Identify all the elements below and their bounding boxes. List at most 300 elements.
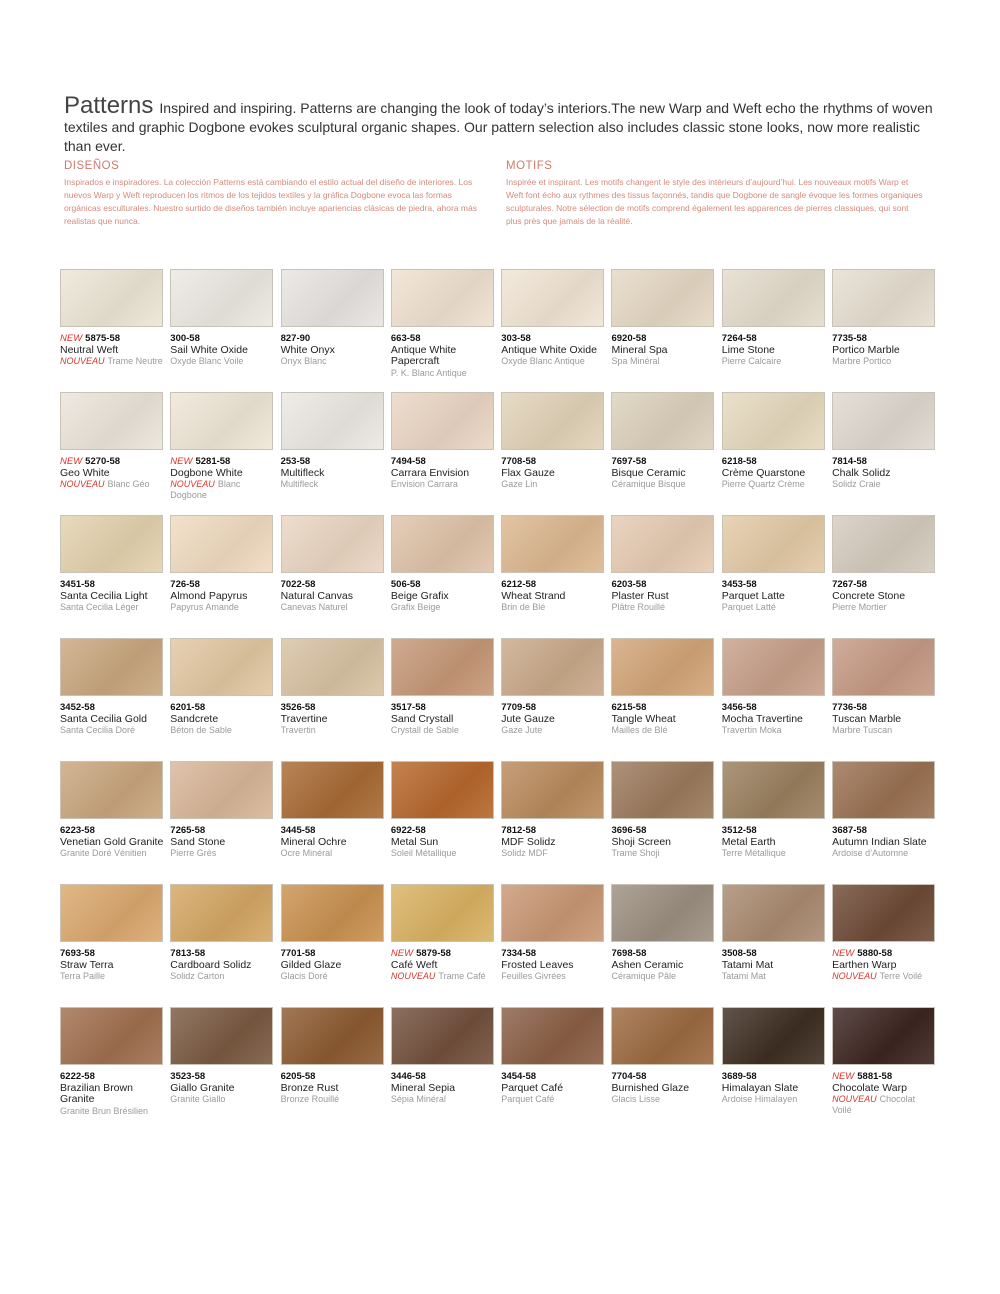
swatch-code-line: [170, 948, 274, 960]
swatch-french-name: [60, 356, 164, 367]
spanish-section: [64, 160, 484, 228]
swatch-code: 6223-58: [60, 825, 95, 836]
swatch-sample: [501, 884, 604, 942]
swatch-french-text: Santa Cecilia Doré: [60, 725, 136, 735]
swatch-french-name: [60, 1106, 164, 1117]
swatch-code-line: [832, 702, 936, 714]
swatch-code: 7735-58: [832, 333, 867, 344]
swatch-card[interactable]: [611, 884, 715, 1007]
swatch-row: [60, 515, 940, 638]
swatch-french-text: Multifleck: [280, 479, 319, 489]
swatch-code: 3696-58: [611, 825, 647, 836]
swatch-sample: [391, 638, 494, 696]
swatch-label: [391, 456, 495, 490]
swatch-sample: [501, 638, 604, 696]
swatch-name: Concrete Stone: [832, 589, 906, 602]
swatch-code: 303-58: [501, 333, 531, 344]
swatch-name: Sand Stone: [170, 835, 226, 848]
swatch-french-name: [611, 848, 715, 859]
swatch-row: [60, 392, 940, 515]
swatch-french-text: Tatami Mat: [721, 971, 766, 981]
swatch-sample: [391, 269, 494, 327]
swatch-name: Café Weft: [390, 958, 438, 971]
swatch-label: [281, 456, 385, 490]
swatch-name: Chocolate Warp: [832, 1081, 907, 1094]
swatch-sample: [722, 515, 825, 573]
swatch-card[interactable]: [722, 761, 826, 884]
swatch-french-text: Travertin: [280, 725, 316, 735]
swatch-french-text: Céramique Pâle: [611, 971, 677, 981]
swatch-french-text: Ardoise d’Automne: [832, 848, 909, 858]
french-text: Inspirée et inspirant. Les motifs changent le style des intérieurs d’aujourd’hui. Les nouveaux motifs Warp et Weft font écho aux rythmes des tissus façonnés, tandis que Dogbone de sangle évoque les formes organiques sculpturales. Notre sélection de motifs comprend également les apparences de pierres classiques, qui sont plus près que jamais de la réalité.: [506, 177, 923, 226]
swatch-label: [501, 702, 605, 736]
swatch-name: Crème Quarstone: [721, 466, 806, 479]
swatch-name: Bisque Ceramic: [611, 466, 686, 479]
swatch-code-line: [170, 825, 274, 837]
swatch-code: 6222-58: [60, 1071, 95, 1082]
swatch-card[interactable]: [611, 638, 715, 761]
swatch-name: Bronze Rust: [280, 1081, 339, 1094]
swatch-code-line: [832, 1071, 936, 1083]
swatch-label: [170, 825, 274, 859]
swatch-card[interactable]: [60, 269, 164, 392]
swatch-name: Brazilian Brown Granite: [60, 1081, 133, 1105]
swatch-code-line: [60, 825, 164, 837]
swatch-code-line: [60, 1071, 164, 1083]
swatch-code: 3517-58: [390, 702, 426, 713]
swatch-french-text: Travertin Moka: [721, 725, 782, 735]
swatch-name: Neutral Weft: [60, 343, 119, 356]
intro-paragraph: [64, 92, 944, 156]
swatch-code: 5881-58: [857, 1071, 893, 1082]
swatch-french-text: Solidz Craie: [832, 479, 881, 489]
swatch-sample: [281, 884, 384, 942]
swatch-sample: [281, 761, 384, 819]
swatch-french-text: Granite Brun Brésilien: [60, 1105, 149, 1116]
swatch-french-name: [722, 725, 826, 736]
swatch-code: 7494-58: [390, 456, 426, 467]
swatch-label: [722, 579, 826, 613]
swatch-card[interactable]: [722, 392, 826, 515]
swatch-french-text: Glacis Lisse: [611, 1094, 660, 1104]
swatch-label: [170, 1071, 274, 1105]
swatch-name: Shoji Screen: [611, 835, 672, 848]
swatch-name: Mineral Sepia: [390, 1081, 456, 1094]
swatch-french-text: Soleil Métallique: [390, 848, 457, 858]
swatch-label: [391, 948, 495, 982]
swatch-sample: [722, 269, 825, 327]
swatch-french-name: [170, 1094, 274, 1105]
swatch-code: 3526-58: [280, 702, 316, 713]
nouveau-badge: NOUVEAU: [832, 1094, 877, 1104]
swatch-card[interactable]: [391, 269, 495, 392]
swatch-name: Giallo Granite: [170, 1081, 235, 1094]
swatch-french-text: Grafix Beige: [390, 602, 441, 612]
swatch-name: Himalayan Slate: [721, 1081, 799, 1094]
swatch-french-text: Terra Paille: [60, 971, 106, 981]
swatch-card[interactable]: [501, 884, 605, 1007]
swatch-name: Sail White Oxide: [170, 343, 248, 356]
swatch-french-name: [391, 725, 495, 736]
swatch-french-text: Ocre Minéral: [280, 848, 333, 858]
swatch-name: Metal Earth: [721, 835, 776, 848]
swatch-code: 3453-58: [721, 579, 757, 590]
swatch-label: [832, 579, 936, 613]
swatch-card[interactable]: [391, 515, 495, 638]
swatch-label: [722, 825, 826, 859]
swatch-code-line: [391, 333, 495, 345]
swatch-french-text: Oxyde Blanc Voile: [170, 356, 244, 366]
swatch-french-name: [60, 725, 164, 736]
swatch-row: [60, 1007, 940, 1130]
swatch-french-text: Parquet Latté: [721, 602, 776, 612]
swatch-code-line: [611, 333, 715, 345]
swatch-name: Flax Gauze: [501, 466, 555, 479]
swatch-name: Dogbone White: [170, 466, 243, 479]
swatch-sample: [391, 1007, 494, 1065]
swatch-sample: [170, 1007, 273, 1065]
swatch-card[interactable]: [832, 761, 936, 884]
swatch-french-name: [60, 971, 164, 982]
swatch-code: 5879-58: [416, 948, 451, 959]
swatch-name: Natural Canvas: [280, 589, 353, 602]
swatch-sample: [611, 515, 714, 573]
swatch-label: [501, 333, 605, 367]
swatch-card[interactable]: [832, 638, 936, 761]
swatch-code-line: [722, 825, 826, 837]
swatch-card[interactable]: [60, 1007, 164, 1130]
swatch-card[interactable]: [611, 761, 715, 884]
swatch-code-line: [60, 333, 164, 345]
new-badge: NEW: [170, 456, 193, 467]
swatch-card[interactable]: [501, 638, 605, 761]
swatch-code: 300-58: [170, 333, 200, 344]
swatch-code: 7022-58: [280, 579, 316, 590]
swatch-card[interactable]: [170, 269, 274, 392]
swatch-card[interactable]: [281, 269, 385, 392]
swatch-card[interactable]: [60, 761, 164, 884]
swatch-card[interactable]: [281, 392, 385, 515]
swatch-code: 3446-58: [390, 1071, 426, 1082]
swatch-french-name: [281, 725, 385, 736]
swatch-code: 3445-58: [280, 825, 316, 836]
swatch-code-line: [611, 948, 715, 960]
swatch-code: 6205-58: [280, 1071, 316, 1082]
swatch-french-name: [281, 971, 385, 982]
swatch-french-text: Pierre Grès: [170, 848, 217, 858]
swatch-card[interactable]: [60, 515, 164, 638]
swatch-card[interactable]: [281, 638, 385, 761]
swatch-code: 663-58: [390, 333, 421, 344]
swatch-label: [60, 948, 164, 982]
swatch-code: 7736-58: [832, 702, 867, 713]
swatch-label: [611, 825, 715, 859]
swatch-french-name: [391, 602, 495, 613]
swatch-french-name: [722, 971, 826, 982]
swatch-label: [611, 456, 715, 490]
swatch-french-text: Ardoise Himalayen: [721, 1094, 798, 1104]
swatch-sample: [281, 1007, 384, 1065]
swatch-label: [611, 333, 715, 367]
swatch-code: 6922-58: [390, 825, 426, 836]
swatch-card[interactable]: [281, 515, 385, 638]
swatch-code: 827-90: [280, 333, 311, 344]
swatch-french-name: [281, 848, 385, 859]
swatch-sample: [501, 761, 604, 819]
swatch-card[interactable]: [170, 884, 274, 1007]
swatch-card[interactable]: [722, 638, 826, 761]
swatch-card[interactable]: [832, 515, 936, 638]
swatch-code-line: [281, 456, 385, 468]
swatch-code: 7704-58: [611, 1071, 647, 1082]
swatch-label: [391, 702, 495, 736]
swatch-card[interactable]: [170, 638, 274, 761]
swatch-code-line: [832, 333, 936, 345]
swatch-sample: [501, 269, 604, 327]
swatch-card[interactable]: [170, 392, 274, 515]
swatch-french-name: [391, 479, 495, 490]
new-badge: NEW: [832, 1071, 855, 1082]
swatch-card[interactable]: [391, 1007, 495, 1130]
swatch-code-line: [281, 948, 385, 960]
swatch-french-name: [611, 479, 715, 490]
new-badge: NEW: [390, 948, 414, 959]
swatch-sample: [832, 761, 935, 819]
swatch-sample: [611, 761, 714, 819]
swatch-card[interactable]: [170, 515, 274, 638]
swatch-code-line: [391, 579, 495, 591]
swatch-code: 7264-58: [721, 333, 757, 344]
swatch-sample: [281, 638, 384, 696]
swatch-french-text: Granite Giallo: [170, 1094, 226, 1104]
swatch-sample: [281, 392, 384, 450]
new-badge: NEW: [60, 333, 83, 344]
swatch-french-text: Feuilles Givrées: [501, 971, 566, 981]
swatch-card[interactable]: [832, 392, 936, 515]
swatch-code: 3451-58: [60, 579, 95, 590]
swatch-code: 6920-58: [611, 333, 647, 344]
swatch-card[interactable]: [501, 761, 605, 884]
swatch-card[interactable]: [391, 638, 495, 761]
swatch-code: 3454-58: [501, 1071, 537, 1082]
swatch-code: 7813-58: [170, 948, 206, 959]
swatch-french-text: Glacis Doré: [280, 971, 328, 981]
swatch-sample: [60, 269, 163, 327]
swatch-french-text: Mailles de Blé: [611, 725, 668, 735]
swatch-name: Beige Grafix: [390, 589, 449, 602]
swatch-card[interactable]: [391, 761, 495, 884]
swatch-name: Parquet Latte: [721, 589, 785, 602]
swatch-label: [501, 579, 605, 613]
swatch-code: 726-58: [170, 579, 200, 590]
swatch-french-text: Pierre Calcaire: [721, 356, 782, 366]
swatch-code-line: [501, 1071, 605, 1083]
swatch-french-name: [170, 356, 274, 367]
swatch-label: [391, 825, 495, 859]
swatch-french-text: Trame Shoji: [611, 848, 660, 858]
swatch-name: Tatami Mat: [721, 958, 774, 971]
swatch-french-name: [611, 725, 715, 736]
swatch-grid: [60, 269, 940, 1130]
swatch-name: Antique White Oxide: [501, 343, 597, 356]
swatch-label: [170, 948, 274, 982]
swatch-french-text: Blanc Dogbone: [170, 479, 241, 500]
swatch-card[interactable]: [391, 884, 495, 1007]
swatch-card[interactable]: [60, 392, 164, 515]
swatch-card[interactable]: [722, 884, 826, 1007]
swatch-label: [611, 1071, 715, 1105]
swatch-sample: [832, 269, 935, 327]
swatch-card[interactable]: [722, 1007, 826, 1130]
swatch-code-line: [832, 825, 936, 837]
swatch-label: [391, 333, 495, 379]
swatch-label: [501, 456, 605, 490]
swatch-code-line: [170, 333, 274, 345]
swatch-french-name: [391, 368, 495, 379]
swatch-code-line: [611, 456, 715, 468]
intro-text: Inspired and inspiring. Patterns are changing the look of today’s interiors.The new Warp and Weft echo the rhythms of woven textiles and graphic Dogbone evokes sculptural organic shapes. Our pattern selection also includes classic stone looks, now more realistic than ever.: [64, 100, 933, 154]
swatch-code-line: [832, 456, 936, 468]
swatch-french-name: [722, 602, 826, 613]
swatch-label: [611, 948, 715, 982]
swatch-label: [722, 333, 826, 367]
swatch-card[interactable]: [501, 515, 605, 638]
swatch-label: [722, 702, 826, 736]
french-title: MOTIFS: [506, 160, 553, 172]
swatch-sample: [722, 1007, 825, 1065]
swatch-french-name: [60, 602, 164, 613]
swatch-row: [60, 269, 940, 392]
swatch-code-line: [170, 579, 274, 591]
swatch-code: 5281-58: [195, 456, 231, 467]
swatch-french-name: [611, 356, 715, 367]
swatch-french-name: [391, 971, 495, 982]
swatch-sample: [832, 1007, 935, 1065]
swatch-label: [60, 1071, 164, 1117]
swatch-code-line: [170, 456, 274, 468]
swatch-card[interactable]: [501, 392, 605, 515]
swatch-sample: [501, 392, 604, 450]
swatch-french-name: [611, 602, 715, 613]
swatch-code-line: [832, 579, 936, 591]
swatch-card[interactable]: [832, 269, 936, 392]
swatch-card[interactable]: [60, 884, 164, 1007]
nouveau-badge: NOUVEAU: [832, 971, 877, 981]
swatch-card[interactable]: [281, 761, 385, 884]
nouveau-badge: NOUVEAU: [170, 479, 215, 489]
swatch-sample: [391, 392, 494, 450]
swatch-label: [832, 825, 936, 859]
swatch-sample: [170, 638, 273, 696]
swatch-french-text: Sépia Minéral: [390, 1094, 446, 1104]
swatch-card[interactable]: [832, 1007, 936, 1130]
swatch-label: [60, 702, 164, 736]
swatch-name: Parquet Café: [501, 1081, 564, 1094]
swatch-name: Venetian Gold Granite: [60, 835, 164, 848]
swatch-sample: [170, 515, 273, 573]
swatch-code: 7812-58: [501, 825, 537, 836]
swatch-code: 3687-58: [832, 825, 867, 836]
swatch-card[interactable]: [611, 1007, 715, 1130]
swatch-code-line: [722, 948, 826, 960]
swatch-code-line: [722, 702, 826, 714]
swatch-code: 3456-58: [721, 702, 757, 713]
swatch-french-text: Pierre Mortier: [832, 602, 887, 612]
swatch-card[interactable]: [832, 884, 936, 1007]
swatch-code: 5270-58: [85, 456, 121, 467]
swatch-french-name: [170, 479, 274, 501]
swatch-code-line: [391, 1071, 495, 1083]
swatch-french-text: Trame Café: [438, 971, 486, 981]
nouveau-badge: NOUVEAU: [390, 971, 436, 981]
swatch-sample: [391, 884, 494, 942]
swatch-french-text: Papyrus Amande: [170, 602, 239, 612]
swatch-french-name: [722, 479, 826, 490]
swatch-label: [611, 579, 715, 613]
swatch-sample: [611, 884, 714, 942]
nouveau-badge: NOUVEAU: [60, 479, 105, 489]
swatch-french-text: Blanc Géo: [107, 479, 150, 489]
swatch-name: MDF Solidz: [501, 835, 556, 848]
swatch-code: 506-58: [390, 579, 421, 590]
swatch-code-line: [722, 333, 826, 345]
swatch-card[interactable]: [611, 515, 715, 638]
swatch-card[interactable]: [501, 269, 605, 392]
swatch-sample: [170, 392, 273, 450]
swatch-french-text: Spa Minéral: [611, 356, 660, 366]
swatch-card[interactable]: [60, 638, 164, 761]
swatch-card[interactable]: [391, 392, 495, 515]
swatch-name: Almond Papyrus: [170, 589, 248, 602]
swatch-code: 6215-58: [611, 702, 647, 713]
swatch-code: 7814-58: [832, 456, 867, 467]
swatch-code-line: [391, 825, 495, 837]
swatch-card[interactable]: [722, 515, 826, 638]
swatch-card[interactable]: [501, 1007, 605, 1130]
swatch-name: Metal Sun: [390, 835, 439, 848]
swatch-label: [722, 456, 826, 490]
swatch-french-text: Terre Voilé: [879, 971, 923, 981]
swatch-code-line: [611, 702, 715, 714]
swatch-sample: [611, 1007, 714, 1065]
swatch-french-text: Trame Neutre: [107, 356, 163, 366]
swatch-card[interactable]: [281, 884, 385, 1007]
swatch-card[interactable]: [611, 392, 715, 515]
swatch-name: Lime Stone: [721, 343, 775, 356]
swatch-french-text: Pierre Quartz Crème: [721, 479, 805, 489]
swatch-name: Wheat Strand: [501, 589, 566, 602]
swatch-row: [60, 638, 940, 761]
swatch-card[interactable]: [281, 1007, 385, 1130]
swatch-name: Gilded Glaze: [280, 958, 342, 971]
swatch-card[interactable]: [611, 269, 715, 392]
swatch-code: 7708-58: [501, 456, 537, 467]
swatch-code-line: [501, 456, 605, 468]
swatch-card[interactable]: [722, 269, 826, 392]
swatch-label: [391, 579, 495, 613]
swatch-french-name: [832, 602, 936, 613]
swatch-label: [722, 1071, 826, 1105]
swatch-sample: [722, 761, 825, 819]
swatch-code: 7698-58: [611, 948, 647, 959]
swatch-code: 6201-58: [170, 702, 206, 713]
swatch-sample: [60, 1007, 163, 1065]
swatch-french-name: [170, 971, 274, 982]
swatch-card[interactable]: [170, 761, 274, 884]
swatch-french-text: Solidz Carton: [170, 971, 225, 981]
swatch-name: Sand Crystall: [390, 712, 454, 725]
swatch-card[interactable]: [170, 1007, 274, 1130]
